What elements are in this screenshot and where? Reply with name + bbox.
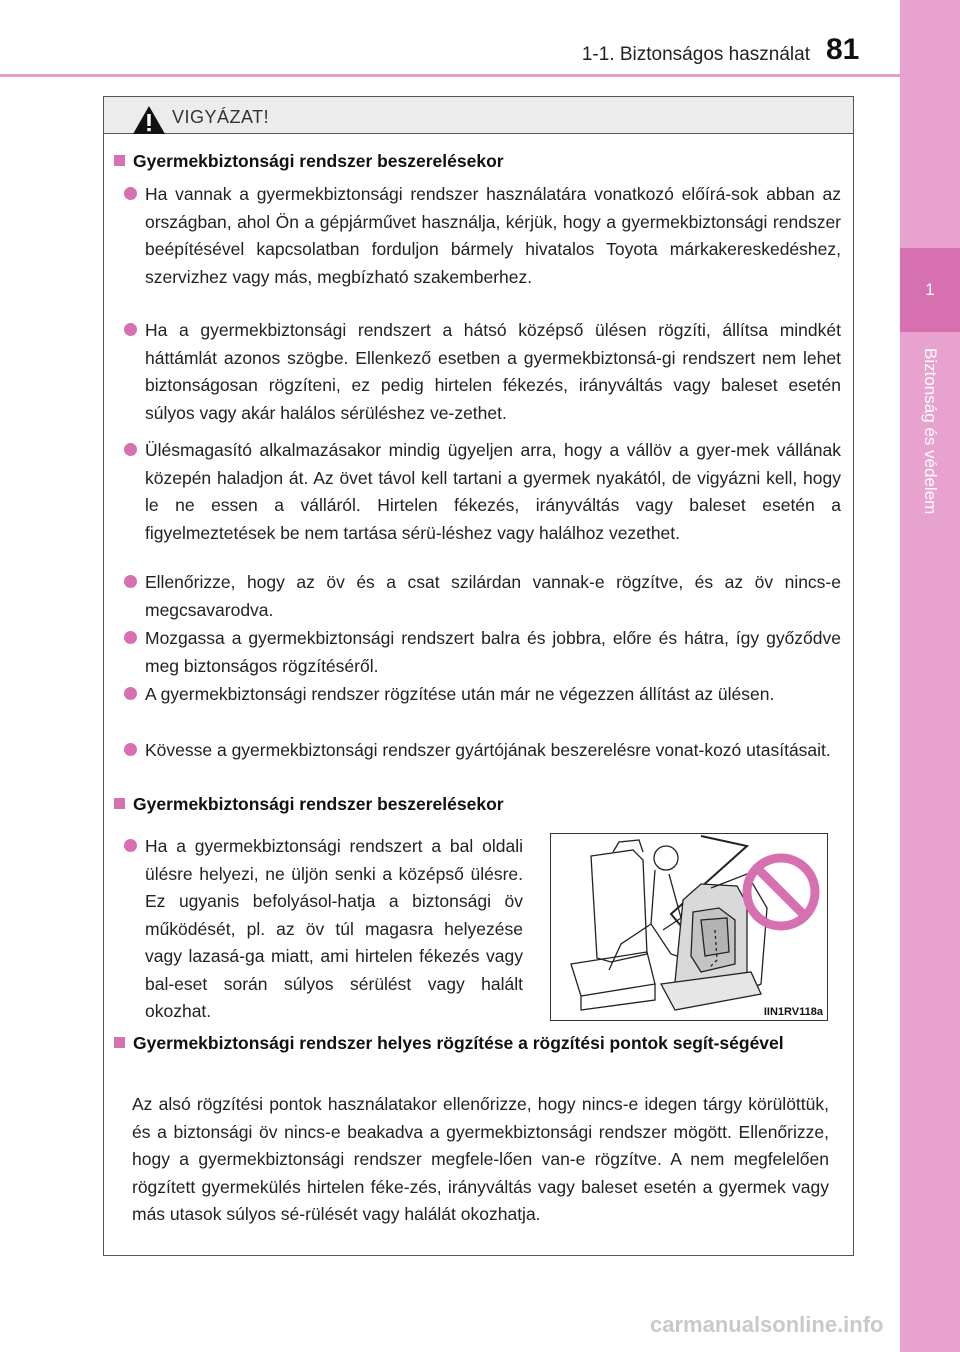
list-item: Ülésmagasító alkalmazásakor mindig ügyeljen arra, hogy a vállöv a gyer-mek vállának közepén haladjon át. Az övet távol kell tartani a gyermek nyakától, de vigyázni kell, hogy le ne essen a válláról. Hirtelen fékezés, irányváltás vagy baleset esetén a figyelmeztetések be nem tartása sérü-léshez vagy halálhoz vezethet.: [124, 437, 841, 547]
bullet-dot-icon: [124, 187, 137, 200]
square-bullet-icon: [114, 798, 125, 809]
caution-box: [103, 96, 854, 1256]
bullet-dot-icon: [124, 839, 137, 852]
child-seat-illustration: [550, 833, 828, 1021]
warning-triangle-icon: [132, 105, 166, 135]
square-bullet-icon: [114, 1037, 125, 1048]
caution-title: VIGYÁZAT!: [172, 107, 270, 127]
section-heading: Gyermekbiztonsági rendszer beszerelésekor: [114, 147, 504, 175]
list-item: Ellenőrizze, hogy az öv és a csat szilárdan vannak-e rögzítve, és az öv nincs-e megcsavarodva.: [124, 569, 841, 624]
list-item: A gyermekbiztonsági rendszer rögzítése után már ne végezzen állítást az ülésen.: [124, 681, 841, 709]
bullet-dot-icon: [124, 323, 137, 336]
bullet-dot-icon: [124, 443, 137, 456]
list-item: Ha a gyermekbiztonsági rendszert a hátsó középső ülésen rögzíti, állítsa mindkét háttámlát azonos szögbe. Ellenkező esetben a gyermekbiztonsá-gi rendszert nem lehet biztonságosan rögzíteni, ez pedig hirtelen fékezés, irányváltás vagy baleset esetén súlyos vagy akár halálos sérüléshez ve-zethet.: [124, 317, 841, 427]
side-tab: [900, 0, 960, 1352]
chapter-number: 1: [900, 248, 960, 332]
section-heading: Gyermekbiztonsági rendszer beszerelésekor: [114, 790, 504, 818]
page-number: 81: [826, 33, 860, 66]
watermark: carmanualsonline.info: [650, 1312, 884, 1337]
list-item: Mozgassa a gyermekbiztonsági rendszert balra és jobbra, előre és hátra, így győződve meg biztonságos rögzítéséről.: [124, 625, 841, 680]
list-item: Ha a gyermekbiztonsági rendszert a bal oldali ülésre helyezi, ne üljön senki a középső ülésre. Ez ugyanis befolyásol-hatja a biztonsági öv működését, pl. az öv túl magasra helyezése vagy lazasá-ga miatt, ami hirtelen fékezés vagy bal-eset során súlyos sérülést vagy halált okozhat.: [124, 833, 523, 1026]
bullet-dot-icon: [124, 687, 137, 700]
section-heading: Gyermekbiztonsági rendszer helyes rögzítése a rögzítési pontok segít-ségével: [114, 1029, 841, 1057]
chapter-title: Biztonság és védelem: [921, 348, 940, 515]
list-item: Ha vannak a gyermekbiztonsági rendszer használatára vonatkozó előírá-sok abban az országban, ahol Ön a gépjárművet használja, kérjük, hogy a gyermekbiztonsági rendszer beépítésével kapcsolatban forduljon bármely hivatalos Toyota márkakereskedéshez, szervizhez vagy más, megbízható szakemberhez.: [124, 181, 841, 291]
caution-header: [104, 97, 853, 134]
list-item: Kövesse a gyermekbiztonsági rendszer gyártójának beszerelésre vonat-kozó utasításait.: [124, 737, 841, 765]
header-rule: [0, 74, 900, 77]
paragraph: Az alsó rögzítési pontok használatakor ellenőrizze, hogy nincs-e idegen tárgy körülöttük, és a biztonsági öv nincs-e beakadva a gyermekbiztonsági rendszer mögött. Ellenőrizze, hogy a gyermekbiztonsági rendszer megfele-lően van-e rögzítve. A nem megfelelően rögzített gyermekülés hirtelen féke-zés, irányváltás vagy baleset esetén a gyermek vagy más utasok súlyos sé-rülését vagy halálát okozhatja.: [132, 1094, 829, 1224]
bullet-dot-icon: [124, 743, 137, 756]
illustration-code: IIN1RV118a: [763, 1006, 823, 1018]
bullet-dot-icon: [124, 575, 137, 588]
child-seat-drawing: [551, 834, 827, 1020]
section-title: 1-1. Biztonságos használat: [581, 44, 810, 65]
square-bullet-icon: [114, 155, 125, 166]
bullet-dot-icon: [124, 631, 137, 644]
